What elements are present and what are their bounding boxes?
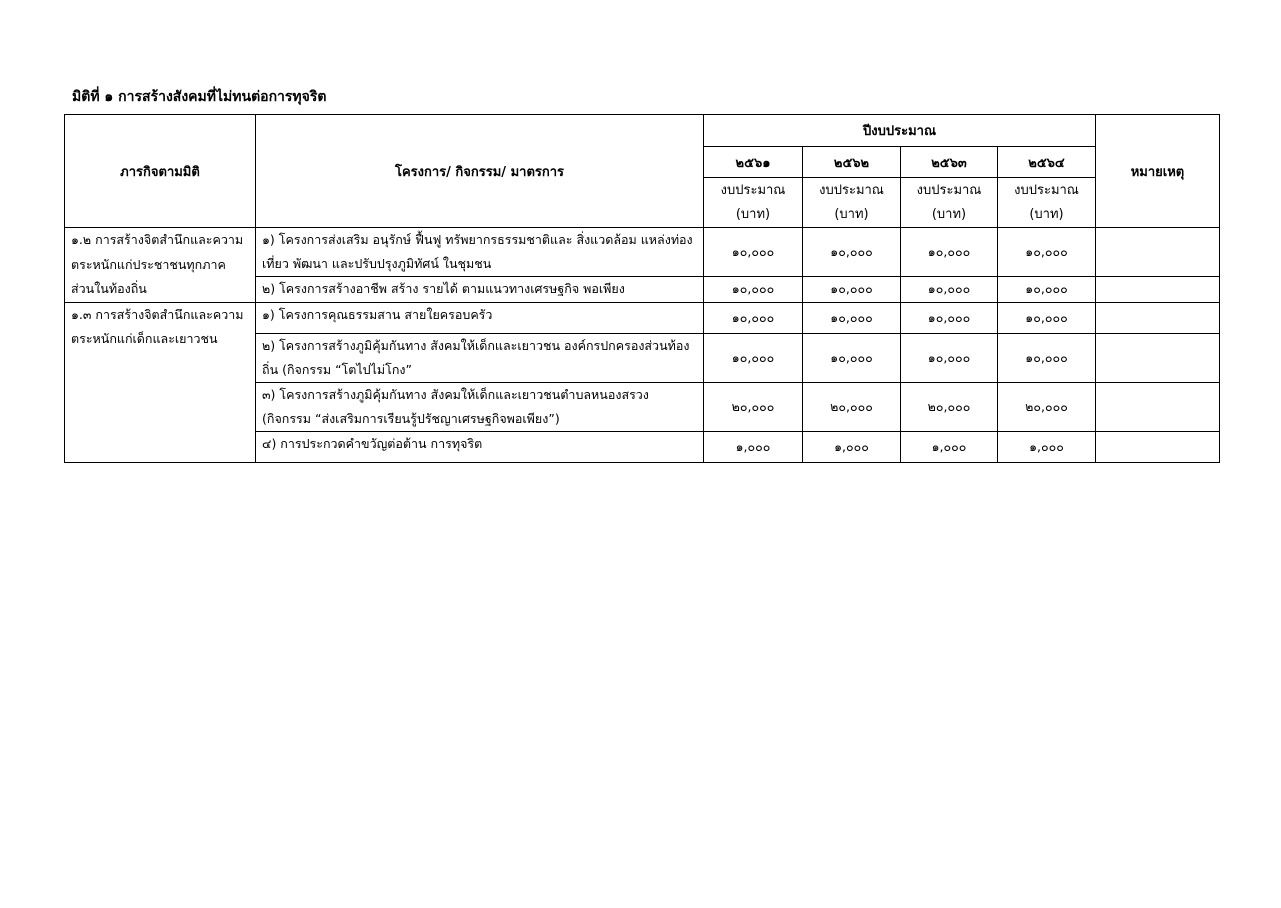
budget-value: ๑๐,๐๐๐ bbox=[901, 302, 998, 333]
remark-cell bbox=[1096, 277, 1220, 302]
header-mission: ภารกิจตามมิติ bbox=[65, 115, 256, 228]
budget-value: ๑๐,๐๐๐ bbox=[998, 333, 1096, 382]
budget-value: ๑๐,๐๐๐ bbox=[998, 277, 1096, 302]
budget-value: ๑,๐๐๐ bbox=[704, 431, 803, 462]
budget-value: ๑๐,๐๐๐ bbox=[901, 228, 998, 277]
mission-cell: ๑.๒ การสร้างจิตสำนึกและความตระหนักแก่ประชาชนทุกภาคส่วนในท้องถิ่น bbox=[65, 228, 256, 303]
budget-label: งบประมาณ bbox=[819, 182, 884, 198]
budget-value: ๑,๐๐๐ bbox=[803, 431, 901, 462]
header-year: ๒๕๖๓ bbox=[901, 147, 998, 178]
remark-cell bbox=[1096, 382, 1220, 431]
budget-value: ๑๐,๐๐๐ bbox=[704, 228, 803, 277]
project-cell: ๔) การประกวดคำขวัญต่อต้าน การทุจริต bbox=[256, 431, 704, 462]
budget-value: ๑๐,๐๐๐ bbox=[998, 302, 1096, 333]
project-cell: ๒) โครงการสร้างภูมิคุ้มกันทาง สังคมให้เด็กและเยาวชน องค์กรปกครองส่วนท้องถิ่น (กิจกรรม “โตไปไม่โกง” bbox=[256, 333, 704, 382]
budget-plan-table bbox=[64, 114, 1220, 463]
budget-value: ๑,๐๐๐ bbox=[998, 431, 1096, 462]
budget-value: ๑๐,๐๐๐ bbox=[803, 302, 901, 333]
budget-value: ๒๐,๐๐๐ bbox=[704, 382, 803, 431]
project-cell: ๒) โครงการสร้างอาชีพ สร้าง รายได้ ตามแนวทางเศรษฐกิจ พอเพียง bbox=[256, 277, 704, 302]
budget-value: ๑,๐๐๐ bbox=[901, 431, 998, 462]
header-year: ๒๕๖๒ bbox=[803, 147, 901, 178]
header-budget-year: ปีงบประมาณ bbox=[704, 115, 1096, 147]
budget-value: ๒๐,๐๐๐ bbox=[901, 382, 998, 431]
header-budget-unit bbox=[803, 178, 901, 228]
remark-cell bbox=[1096, 431, 1220, 462]
table-row bbox=[65, 228, 1220, 277]
budget-value: ๑๐,๐๐๐ bbox=[704, 302, 803, 333]
page-title: มิติที่ ๑ การสร้างสังคมที่ไม่ทนต่อการทุจริต bbox=[72, 89, 327, 105]
budget-label: งบประมาณ bbox=[1014, 182, 1079, 198]
budget-value: ๑๐,๐๐๐ bbox=[803, 277, 901, 302]
table-row bbox=[65, 302, 1220, 333]
budget-value: ๑๐,๐๐๐ bbox=[998, 228, 1096, 277]
header-budget-unit bbox=[901, 178, 998, 228]
project-cell: ๑) โครงการคุณธรรมสาน สายใยครอบครัว bbox=[256, 302, 704, 333]
header-budget-unit bbox=[704, 178, 803, 228]
header-remark: หมายเหตุ bbox=[1096, 115, 1220, 228]
unit-label: (บาท) bbox=[1029, 206, 1064, 222]
budget-value: ๑๐,๐๐๐ bbox=[704, 333, 803, 382]
mission-cell: ๑.๓ การสร้างจิตสำนึกและความตระหนักแก่เด็กและเยาวชน bbox=[65, 302, 256, 462]
project-cell: ๓) โครงการสร้างภูมิคุ้มกันทาง สังคมให้เด็กและเยาวชนตำบลหนองสรวง (กิจกรรม “ส่งเสริมการเรียนรู้ปรัชญาเศรษฐกิจพอเพียง”) bbox=[256, 382, 704, 431]
remark-cell bbox=[1096, 302, 1220, 333]
budget-value: ๒๐,๐๐๐ bbox=[998, 382, 1096, 431]
budget-value: ๑๐,๐๐๐ bbox=[704, 277, 803, 302]
budget-value: ๒๐,๐๐๐ bbox=[803, 382, 901, 431]
header-project: โครงการ/ กิจกรรม/ มาตรการ bbox=[256, 115, 704, 228]
budget-value: ๑๐,๐๐๐ bbox=[901, 277, 998, 302]
budget-value: ๑๐,๐๐๐ bbox=[901, 333, 998, 382]
project-cell: ๑) โครงการส่งเสริม อนุรักษ์ ฟื้นฟู ทรัพยากรธรรมชาติและ สิ่งแวดล้อม แหล่งท่องเที่ยว พัฒนา และปรับปรุงภูมิทัศน์ ในชุมชน bbox=[256, 228, 704, 277]
header-budget-unit bbox=[998, 178, 1096, 228]
unit-label: (บาท) bbox=[931, 206, 967, 222]
budget-value: ๑๐,๐๐๐ bbox=[803, 228, 901, 277]
budget-label: งบประมาณ bbox=[916, 182, 982, 198]
budget-label: งบประมาณ bbox=[720, 182, 786, 198]
unit-label: (บาท) bbox=[735, 206, 771, 222]
unit-label: (บาท) bbox=[834, 206, 869, 222]
remark-cell bbox=[1096, 228, 1220, 277]
budget-value: ๑๐,๐๐๐ bbox=[803, 333, 901, 382]
remark-cell bbox=[1096, 333, 1220, 382]
header-year: ๒๕๖๔ bbox=[998, 147, 1096, 178]
header-year: ๒๕๖๑ bbox=[704, 147, 803, 178]
